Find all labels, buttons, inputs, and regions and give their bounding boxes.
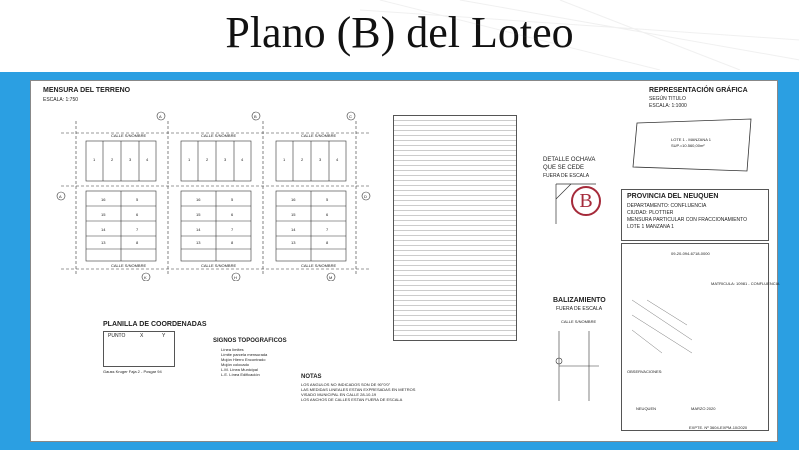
- svg-text:4: 4: [146, 157, 149, 162]
- info-fecha: MARZO 2020: [691, 406, 716, 411]
- svg-text:13: 13: [101, 240, 106, 245]
- ochava-line2: QUE SE CEDE: [543, 165, 585, 171]
- coords-title: PLANILLA DE COORDENADAS: [103, 321, 207, 328]
- signos-title: SIGNOS TOPOGRAFICOS: [213, 338, 287, 344]
- svg-text:C: C: [349, 114, 352, 119]
- svg-text:3: 3: [129, 157, 132, 162]
- svg-text:CALLE S/NOMBRE: CALLE S/NOMBRE: [301, 133, 337, 138]
- svg-text:6: 6: [136, 212, 139, 217]
- svg-text:8: 8: [326, 240, 329, 245]
- plan-badge: B: [571, 186, 601, 216]
- mensura-scale: ESCALA: 1:750: [43, 97, 79, 103]
- svg-text:H: H: [234, 275, 237, 280]
- notas-title: NOTAS: [301, 374, 322, 380]
- svg-text:14: 14: [101, 227, 106, 232]
- svg-text:A: A: [159, 114, 162, 119]
- provincia-title: PROVINCIA DEL NEUQUEN: [627, 193, 719, 200]
- balizamiento-title: BALIZAMIENTO: [553, 297, 606, 304]
- svg-text:1: 1: [93, 157, 96, 162]
- provincia-lote: LOTE 1 MANZANA 1: [627, 224, 674, 230]
- svg-text:7: 7: [231, 227, 234, 232]
- info-expte: EXPTE. Nº 3604-EXPM-10/2020: [689, 425, 748, 430]
- svg-text:A: A: [59, 194, 62, 199]
- info-observaciones: OBSERVACIONES:: [627, 369, 663, 374]
- svg-text:CALLE S/NOMBRE: CALLE S/NOMBRE: [301, 263, 337, 268]
- svg-text:3: 3: [319, 157, 322, 162]
- rep-lote: LOTE 1 - MANZANA 1: [671, 137, 712, 142]
- rep-subtitle: SEGÚN TITULO: [649, 96, 686, 102]
- svg-text:K: K: [144, 275, 147, 280]
- svg-text:5: 5: [326, 197, 329, 202]
- provincia-mensura: MENSURA PARTICULAR CON FRACCIONAMIENTO: [627, 217, 748, 223]
- svg-text:CALLE S/NOMBRE: CALLE S/NOMBRE: [201, 133, 237, 138]
- svg-text:13: 13: [291, 240, 296, 245]
- rep-sup: SUP.=10.560,00m²: [671, 143, 705, 148]
- ubicacion-drawing: [627, 295, 697, 355]
- page-title: Plano (B) del Loteo: [225, 8, 574, 57]
- svg-text:2: 2: [301, 157, 304, 162]
- svg-text:CALLE S/NOMBRE: CALLE S/NOMBRE: [111, 263, 147, 268]
- balizamiento-subtitle: FUERA DE ESCALA: [556, 306, 603, 312]
- svg-text:6: 6: [326, 212, 329, 217]
- info-nomenclatura: 09-20-094-6718-0000: [671, 251, 710, 256]
- notas-line-3: VISADO MUNICIPAL EN CALLE 28-10-19: [301, 392, 377, 397]
- provincia-depto: DEPARTAMENTO: CONFLUENCIA: [627, 203, 707, 209]
- svg-text:15: 15: [291, 212, 296, 217]
- svg-text:8: 8: [231, 240, 234, 245]
- signos-item-5: L.M. Línea Municipal: [221, 367, 258, 372]
- svg-text:15: 15: [101, 212, 106, 217]
- coords-table: [103, 331, 175, 367]
- svg-text:M: M: [329, 275, 333, 280]
- coords-header-y: Y: [162, 333, 166, 339]
- svg-text:16: 16: [196, 197, 201, 202]
- coords-header-x: X: [140, 333, 144, 339]
- signos-item-4: Mojón colocado: [221, 362, 250, 367]
- info-matricula: MATRICULA: 10981 - CONFLUENCIA: [711, 281, 780, 286]
- signos-item-2: Límite parcela mensurada: [221, 352, 268, 357]
- mensura-title: MENSURA DEL TERRENO: [43, 87, 131, 94]
- svg-text:CALLE S/NOMBRE: CALLE S/NOMBRE: [111, 133, 147, 138]
- plan-sheet: [30, 80, 778, 442]
- svg-text:16: 16: [101, 197, 106, 202]
- svg-text:5: 5: [231, 197, 234, 202]
- blocks-drawing: [51, 111, 381, 281]
- ochava-drawing: [551, 179, 601, 229]
- svg-text:2: 2: [111, 157, 114, 162]
- rep-scale: ESCALA: 1:1000: [649, 103, 687, 109]
- ochava-title: DETALLE OCHAVA: [543, 157, 596, 163]
- svg-text:1: 1: [188, 157, 191, 162]
- coords-header-punto: PUNTO: [108, 333, 126, 339]
- lots-table: [393, 115, 517, 341]
- svg-text:B: B: [254, 114, 257, 119]
- svg-text:4: 4: [336, 157, 339, 162]
- svg-text:2: 2: [206, 157, 209, 162]
- svg-text:CALLE S/NOMBRE: CALLE S/NOMBRE: [201, 263, 237, 268]
- notas-line-2: LAS MEDIDAS LINEALES ESTAN EXPRESADAS EN METROS: [301, 387, 416, 392]
- svg-text:7: 7: [326, 227, 329, 232]
- svg-text:5: 5: [136, 197, 139, 202]
- svg-text:4: 4: [241, 157, 244, 162]
- svg-text:16: 16: [291, 197, 296, 202]
- svg-text:14: 14: [291, 227, 296, 232]
- ochava-line3: FUERA DE ESCALA: [543, 173, 590, 179]
- decorative-lines: [360, 0, 799, 70]
- info-lugar: NEUQUEN: [636, 406, 657, 411]
- notas-line-1: LOS ANGULOS NO INDICADOS SON DE 90°0'0": [301, 382, 391, 387]
- balizamiento-drawing: [549, 326, 609, 406]
- coords-note: Gauss Kruger Faja 2 - Posgar 94: [103, 369, 162, 374]
- signos-item-6: L.E. Línea Edificación: [221, 372, 260, 377]
- svg-text:3: 3: [224, 157, 227, 162]
- balizamiento-label: CALLE S/NOMBRE: [561, 319, 597, 324]
- svg-text:8: 8: [136, 240, 139, 245]
- svg-text:1: 1: [283, 157, 286, 162]
- svg-text:7: 7: [136, 227, 139, 232]
- rep-title: REPRESENTACIÓN GRÁFICA: [649, 87, 748, 94]
- svg-text:6: 6: [231, 212, 234, 217]
- svg-text:15: 15: [196, 212, 201, 217]
- signos-item-3: Mojón Hierro Encontrado: [221, 357, 266, 362]
- provincia-ciudad: CIUDAD: PLOTTIER: [627, 210, 674, 216]
- signos-item-1: Línea límites: [221, 347, 244, 352]
- svg-text:14: 14: [196, 227, 201, 232]
- notas-line-4: LOS ANCHOS DE CALLES ESTAN FUERA DE ESCALA: [301, 397, 403, 402]
- svg-text:D: D: [364, 194, 367, 199]
- svg-text:13: 13: [196, 240, 201, 245]
